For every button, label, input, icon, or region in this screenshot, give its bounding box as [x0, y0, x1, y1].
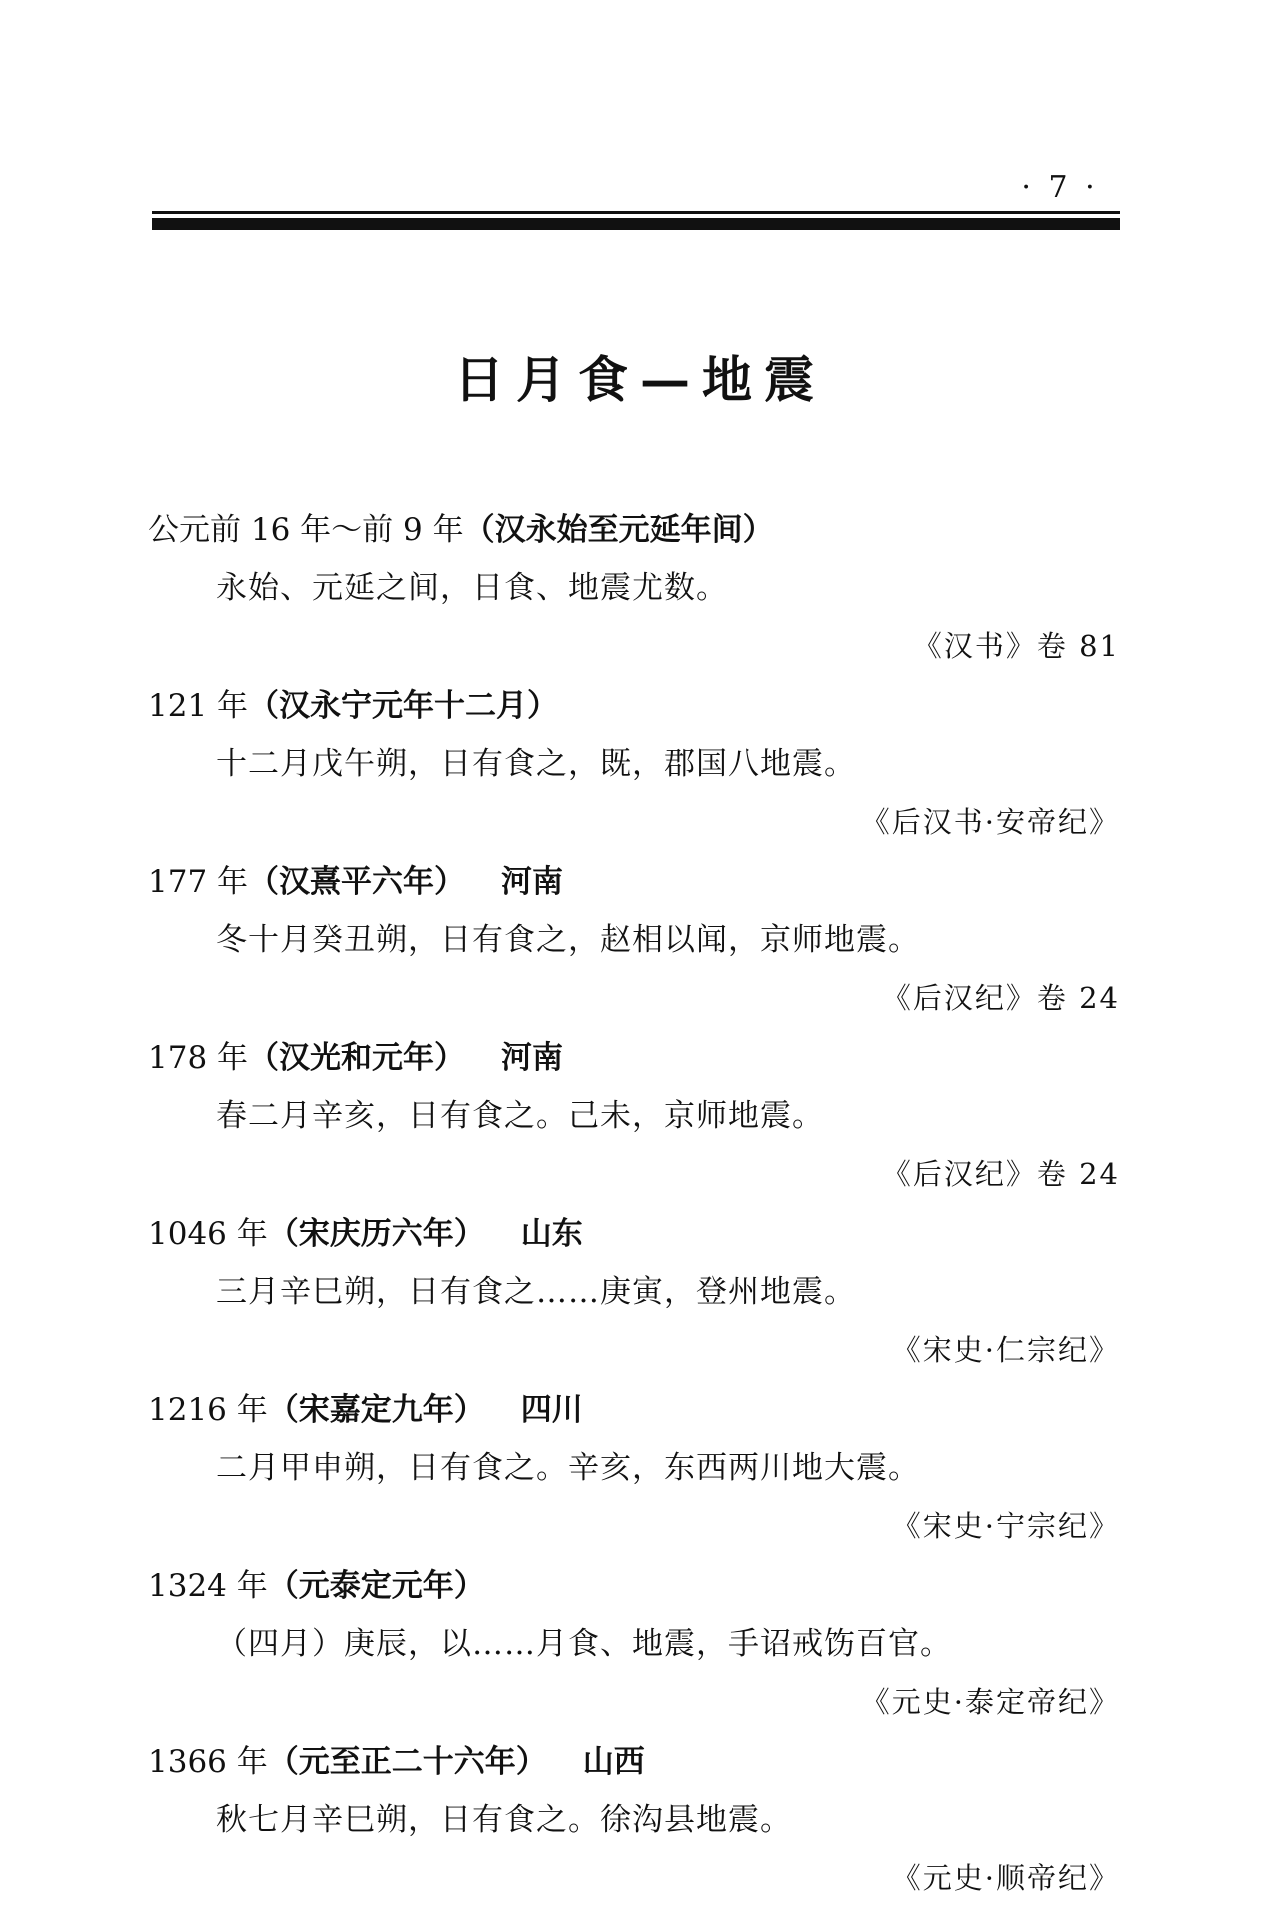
- entry-text: 十二月戊午朔，日有食之，既，郡国八地震。: [216, 746, 856, 782]
- entry-source: 《后汉书·安帝纪》: [860, 805, 1120, 839]
- entry-text: 永始、元延之间，日食、地震尤数。: [216, 570, 728, 606]
- entry-period: （汉永始至元延年间）: [463, 512, 774, 548]
- entry: [148, 1204, 1120, 1380]
- entry-year: 1046 年: [148, 1216, 268, 1252]
- entry-region: 河南: [501, 1040, 564, 1076]
- entry: [148, 1556, 1120, 1732]
- entry-heading: [148, 676, 1120, 736]
- entry-year: 121 年: [148, 688, 249, 724]
- entry-heading: [148, 1380, 1120, 1440]
- entry-text: 秋七月辛巳朔，日有食之。徐沟县地震。: [216, 1802, 792, 1838]
- entry: [148, 1732, 1120, 1908]
- entry-region: 四川: [520, 1392, 583, 1428]
- page-number: · 7 ·: [1021, 170, 1099, 205]
- entry-text: 三月辛巳朔，日有食之……庚寅，登州地震。: [216, 1274, 856, 1310]
- entry: [148, 1028, 1120, 1204]
- entry-text: 冬十月癸丑朔，日有食之，赵相以闻，京师地震。: [216, 922, 920, 958]
- entry: [148, 852, 1120, 1028]
- entry-source: 《宋史·仁宗纪》: [891, 1333, 1120, 1367]
- entry-year: 公元前 16 年～前 9 年: [148, 512, 464, 548]
- entry-period: （宋庆历六年）: [267, 1216, 485, 1252]
- entry-period: （汉永宁元年十二月）: [248, 688, 559, 724]
- entry: [148, 500, 1120, 676]
- entry-period: （宋嘉定九年）: [267, 1392, 485, 1428]
- entry: [148, 676, 1120, 852]
- entry-heading: [148, 1204, 1120, 1264]
- entry-year: 1324 年: [148, 1568, 268, 1604]
- entry-period: （元泰定元年）: [267, 1568, 485, 1604]
- entry-heading: [148, 1732, 1120, 1792]
- entry-heading: [148, 1028, 1120, 1088]
- entry-period: （元至正二十六年）: [267, 1744, 547, 1780]
- entry-source: 《宋史·宁宗纪》: [891, 1509, 1120, 1543]
- page-title: 日月食—地震: [454, 350, 826, 409]
- entry-source: 《后汉纪》卷 24: [881, 1157, 1120, 1191]
- entry-heading: [148, 1556, 1120, 1616]
- entry-source: 《汉书》卷 81: [912, 629, 1120, 663]
- entry-region: 山东: [520, 1216, 583, 1252]
- entry-list: [148, 500, 1120, 1908]
- entry-source: 《元史·泰定帝纪》: [860, 1685, 1120, 1719]
- entry-text: （四月）庚辰，以……月食、地震，手诏戒饬百官。: [216, 1626, 952, 1662]
- entry-year: 1366 年: [148, 1744, 268, 1780]
- entry-region: 河南: [501, 864, 564, 900]
- entry-heading: [148, 500, 1120, 560]
- entry-period: （汉熹平六年）: [248, 864, 466, 900]
- entry-year: 177 年: [148, 864, 249, 900]
- entry-source: 《元史·顺帝纪》: [891, 1861, 1120, 1895]
- entry-heading: [148, 852, 1120, 912]
- header-rule-thick: [152, 218, 1120, 230]
- entry: [148, 1380, 1120, 1556]
- entry-period: （汉光和元年）: [248, 1040, 466, 1076]
- header-rule-thin: [152, 211, 1120, 214]
- entry-region: 山西: [582, 1744, 645, 1780]
- entry-text: 春二月辛亥，日有食之。己未，京师地震。: [216, 1098, 824, 1134]
- entry-source: 《后汉纪》卷 24: [881, 981, 1120, 1015]
- entry-text: 二月甲申朔，日有食之。辛亥，东西两川地大震。: [216, 1450, 920, 1486]
- entry-year: 1216 年: [148, 1392, 268, 1428]
- entry-year: 178 年: [148, 1040, 249, 1076]
